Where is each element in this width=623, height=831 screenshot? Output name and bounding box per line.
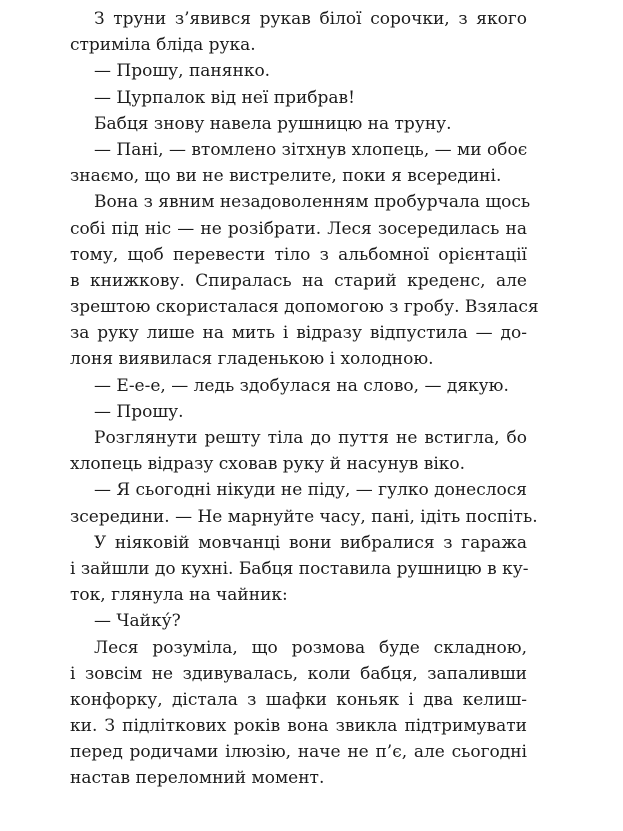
text-line: хлопець відразу сховав руку й насунув віко. — [70, 454, 466, 475]
book-page-text — [70, 6, 539, 792]
text-line: зрештою скористалася допомогою з гробу. Взялася — [70, 297, 539, 318]
text-line: — Е-е-е, — ледь здобулася на слово, — дякую. — [94, 375, 509, 396]
text-line: і зайшли до кухні. Бабця поставила рушницю в ку- — [70, 558, 529, 579]
text-line: за руку лише на мить і відразу відпустила — до- — [70, 323, 527, 344]
text-line: — Прошу. — [94, 401, 184, 422]
text-line: З труни з’явився рукав білої сорочки, з якого — [94, 9, 527, 29]
text-line: ки. З підліткових років вона звикла підтримувати — [70, 716, 527, 737]
text-line: Розглянути решту тіла до пуття не встигла, бо — [94, 428, 527, 448]
text-line: тому, щоб перевести тіло з альбомної орієнтації — [70, 244, 527, 265]
text-line: — Пані, — втомлено зітхнув хлопець, — ми обоє — [94, 139, 528, 160]
text-line: конфорку, дістала з шафки коньяк і два келиш- — [70, 689, 527, 710]
text-line: Бабця знову навела рушницю на труну. — [94, 113, 452, 134]
text-line: в книжкову. Спиралась на старий креденс, але — [70, 270, 527, 291]
text-line: знаємо, що ви не вистрелите, поки я всередині. — [70, 166, 502, 187]
text-line: ток, глянула на чайник: — [70, 585, 288, 606]
text-line: — Я сьогодні нікуди не піду, — гулко донеслося — [94, 480, 528, 501]
text-line: собі під ніс — не розібрати. Леся зосередилась на — [70, 218, 527, 239]
text-line: У ніяковій мовчанці вони вибралися з гаража — [94, 532, 527, 553]
text-line: стриміла бліда рука. — [70, 35, 256, 56]
text-line: — Чайку́? — [94, 611, 181, 632]
text-line: — Прошу, панянко. — [94, 61, 271, 82]
text-line: Леся розуміла, що розмова буде складною, — [94, 637, 527, 658]
text-line: і зовсім не здивувалась, коли бабця, запаливши — [70, 663, 527, 684]
text-line: настав переломний момент. — [70, 768, 325, 789]
text-line: Вона з явним незадоволенням пробурчала щось — [94, 192, 531, 213]
text-line: перед родичами ілюзію, наче не п’є, але сьогодні — [70, 742, 527, 763]
text-line: зсередини. — Не марнуйте часу, пані, ідіть поспіть. — [70, 506, 538, 527]
text-line: — Цурпалок від неї прибрав! — [94, 87, 355, 108]
text-line: лоня виявилася гладенькою і холодною. — [70, 349, 434, 370]
